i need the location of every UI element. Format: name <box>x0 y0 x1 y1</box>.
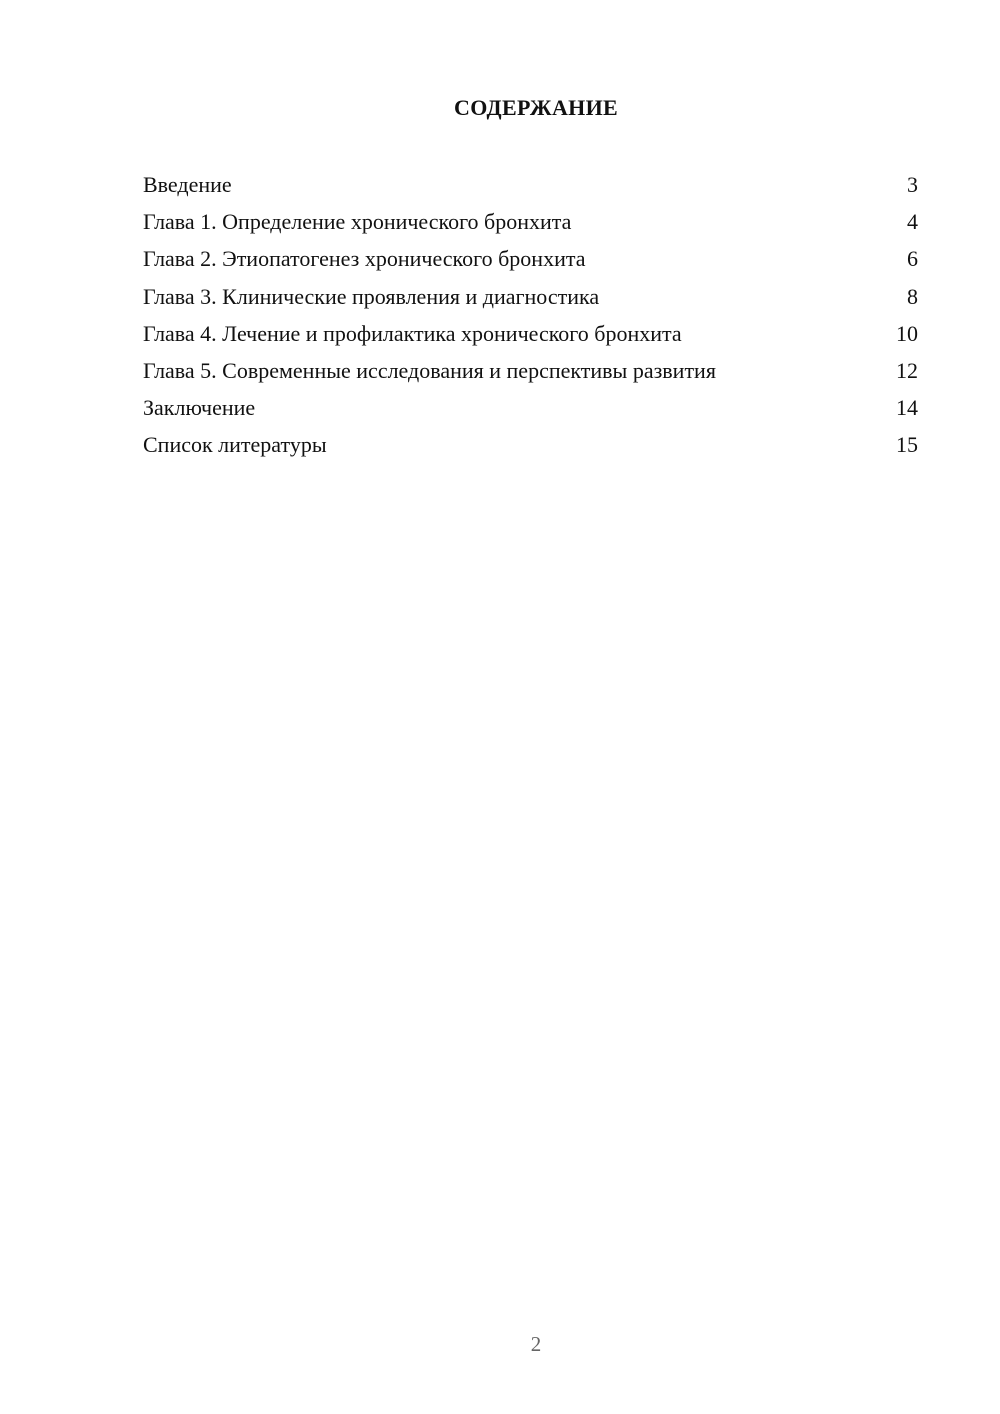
page-number: 2 <box>530 1332 542 1356</box>
toc-entry-page: 6 <box>907 246 918 272</box>
toc-entry-label: Заключение <box>143 395 256 421</box>
toc-entry-label: Список литературы <box>143 432 327 458</box>
toc-entry-conclusion[interactable] <box>143 391 918 428</box>
toc-entry-introduction[interactable] <box>143 168 918 205</box>
toc-entry-page: 8 <box>907 283 918 309</box>
toc-entry-label: Введение <box>143 172 232 197</box>
toc-entry-chapter-3[interactable] <box>143 280 918 317</box>
toc-entry-page: 14 <box>896 395 918 421</box>
toc-entry-page: 3 <box>907 172 918 197</box>
toc-entry-chapter-5[interactable] <box>143 354 918 391</box>
toc-entry-label: Глава 3. Клинические проявления и диагностика <box>143 283 600 309</box>
toc-title: СОДЕРЖАНИЕ <box>454 95 618 120</box>
toc-entry-label: Глава 4. Лечение и профилактика хронического бронхита <box>143 320 682 346</box>
toc-entry-page: 12 <box>896 357 918 383</box>
toc-entry-page: 10 <box>896 320 918 346</box>
toc-entry-page: 4 <box>907 209 918 235</box>
toc-entry-chapter-2[interactable] <box>143 242 918 279</box>
toc-entry-label: Глава 1. Определение хронического бронхита <box>143 209 572 235</box>
toc-entry-chapter-4[interactable] <box>143 317 918 354</box>
toc-entry-chapter-1[interactable] <box>143 205 918 242</box>
toc-entry-label: Глава 5. Современные исследования и перспективы развития <box>143 357 716 383</box>
toc-entry-references[interactable] <box>143 428 918 465</box>
toc-entry-label: Глава 2. Этиопатогенез хронического бронхита <box>143 246 586 272</box>
toc-entry-page: 15 <box>896 432 918 458</box>
toc-list <box>143 168 918 466</box>
